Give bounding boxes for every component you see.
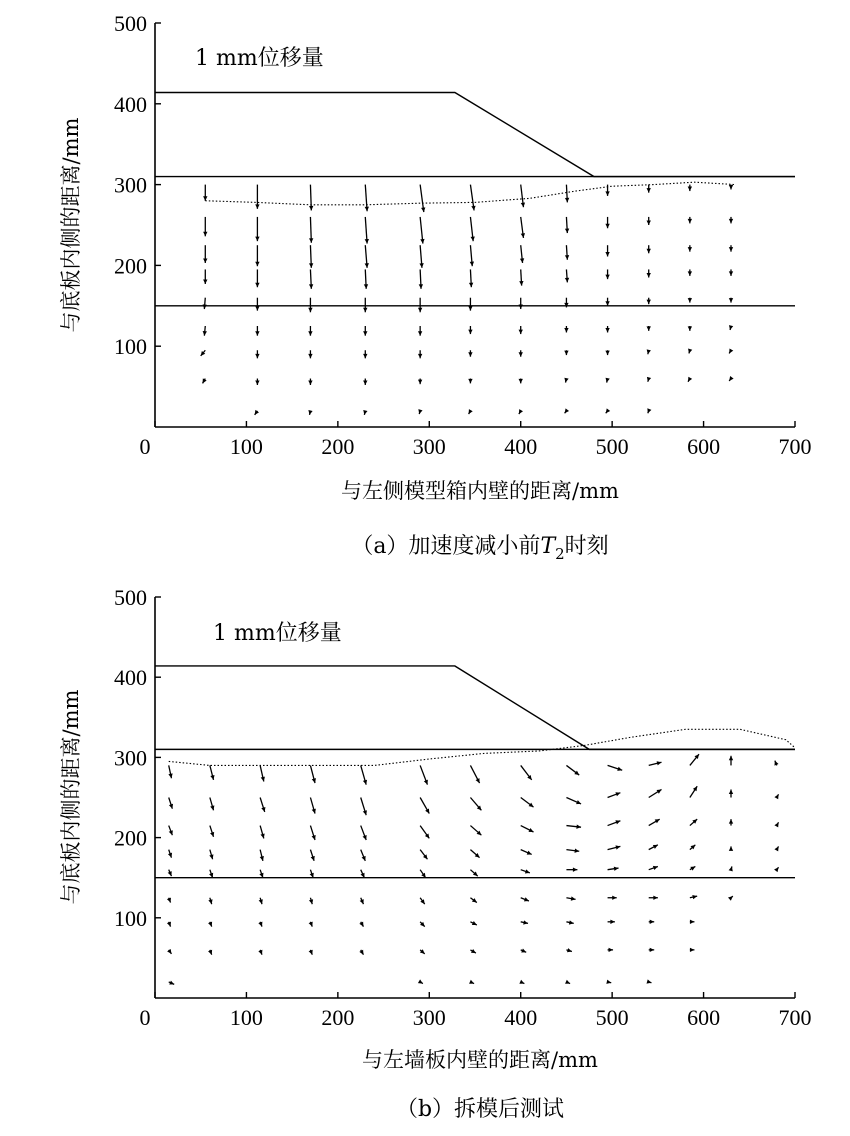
panel-b-vector-arrow xyxy=(470,826,481,836)
panel-b-vector-arrow xyxy=(210,765,215,779)
panel-b-vector-arrow xyxy=(168,765,172,778)
panel-b-x-tick-label: 100 xyxy=(229,1005,263,1030)
panel-a-vector-arrow xyxy=(363,379,367,385)
panel-b-caption-prefix: （b）拆模后测试 xyxy=(395,1097,565,1122)
panel-a-vector-arrow xyxy=(255,298,259,311)
panel-b-vector-arrow xyxy=(310,826,315,840)
panel-a-vector-arrow xyxy=(308,410,312,415)
panel-a-y-tick-label: 200 xyxy=(114,253,147,279)
panel-a-caption-prefix: （a）加速度减小前 xyxy=(351,534,541,559)
panel-b-vector-arrow xyxy=(566,798,581,805)
panel-b-vector-arrow xyxy=(649,845,658,850)
panel-b-vector-arrow xyxy=(729,789,733,797)
panel-a-vector-arrow xyxy=(419,245,423,268)
panel-a-vector-arrow xyxy=(688,298,692,303)
panel-b-x-tick-label: 500 xyxy=(595,1005,629,1030)
panel-a-vector-arrow xyxy=(365,185,369,212)
panel-a-vector-arrow xyxy=(365,245,369,268)
panel-a-vector-arrow xyxy=(565,408,569,413)
panel-b-vector-arrow xyxy=(566,920,573,924)
panel-a-vector-arrow xyxy=(418,326,422,336)
panel-b-deformed-surface xyxy=(169,729,795,765)
panel-a-vector-arrow xyxy=(309,217,313,243)
panel-a-vector-arrow xyxy=(519,269,523,285)
panel-a-vector-arrow xyxy=(255,379,259,385)
panel-b-vector-arrow xyxy=(521,869,530,873)
panel-b-vector-arrow xyxy=(168,870,172,876)
panel-a-vector-arrow xyxy=(308,379,312,385)
panel-a-vector-arrow xyxy=(647,217,651,225)
panel-a-marks xyxy=(114,11,812,459)
panel-b-vector-arrow xyxy=(167,898,171,903)
panel-a-vector-arrow xyxy=(647,245,651,253)
panel-a-y-tick-label: 500 xyxy=(114,11,147,36)
panel-a-vector-arrow xyxy=(309,185,313,211)
panel-b-vector-arrow xyxy=(608,920,615,924)
panel-b-vector-arrow xyxy=(310,870,314,878)
panel-a-vector-arrow xyxy=(688,349,692,354)
panel-a-vector-arrow xyxy=(201,350,206,356)
panel-a-y-axis-title: 与底板内侧的距离/mm xyxy=(59,117,83,333)
panel-b-vector-arrow xyxy=(608,765,623,770)
panel-b-vector-arrow xyxy=(690,845,695,850)
panel-a-vector-arrow xyxy=(647,269,651,277)
panel-b-vector-arrow xyxy=(470,850,479,858)
panel-a-vector-arrow xyxy=(605,245,609,256)
panel-a-vector-arrow xyxy=(420,185,425,212)
panel-b-vector-arrow xyxy=(420,826,429,839)
panel-b-vector-arrow xyxy=(521,850,532,855)
panel-a-vector-arrow xyxy=(565,185,569,203)
panel-a-x-tick-label: 300 xyxy=(412,434,446,459)
panel-a-vector-arrow xyxy=(255,326,259,336)
panel-b-y-axis-title: 与底板内侧的距离/mm xyxy=(59,689,83,905)
panel-a-vector-arrow xyxy=(564,326,568,332)
panel-a-x-tick-label: 100 xyxy=(229,434,263,459)
panel-a-vector-arrow xyxy=(418,409,422,414)
panel-a-scale-label: 1 mm位移量 xyxy=(195,46,324,71)
panel-b-vector-arrow xyxy=(470,765,479,783)
panel-b-vector-arrow xyxy=(774,822,778,827)
panel-b-vector-arrow xyxy=(361,850,366,861)
panel-b-vector-arrow xyxy=(420,870,425,878)
panel-a-vector-arrow xyxy=(308,326,312,336)
panel-b-x-tick-label: 0 xyxy=(139,1005,151,1030)
panel-b-vector-arrow xyxy=(470,921,476,925)
panel-a-vector-arrow xyxy=(519,379,523,384)
panel-a-vector-arrow xyxy=(605,350,609,355)
panel-b-vector-arrow xyxy=(647,979,652,983)
panel-b-vector-arrow xyxy=(420,850,427,860)
panel-a-vector-arrow xyxy=(418,379,422,385)
panel-a-vector-arrow xyxy=(470,245,474,266)
panel-b-vector-arrow xyxy=(260,798,265,812)
panel-b-vector-arrow xyxy=(521,798,534,808)
panel-a-vector-arrow xyxy=(688,217,692,223)
panel-b-vector-arrow xyxy=(169,826,173,836)
panel-a-x-tick-label: 500 xyxy=(595,434,629,459)
panel-b-vector-arrow xyxy=(469,980,474,984)
panel-b-vector-arrow xyxy=(608,845,621,849)
panel-a-vector-arrow xyxy=(365,217,369,244)
panel-a-vector-arrow xyxy=(688,245,692,251)
panel-b-vector-arrow xyxy=(608,948,613,952)
panel-b-vector-arrow xyxy=(521,765,532,779)
panel-b-x-tick-label: 600 xyxy=(687,1005,721,1030)
panel-a-vector-arrow xyxy=(203,269,207,284)
panel-a-caption-var: T xyxy=(540,534,556,559)
panel-b-vector-arrow xyxy=(260,826,265,839)
panel-a-vector-arrow xyxy=(605,326,609,332)
panel-a-vector-arrow xyxy=(255,410,259,415)
panel-a-vector-arrow xyxy=(255,245,259,266)
panel-b-vector-arrow xyxy=(608,820,621,825)
panel-b-vector-arrow xyxy=(690,754,699,765)
panel-b-vector-arrow xyxy=(566,948,571,952)
panel-a-vector-arrow xyxy=(564,350,568,355)
panel-a-x-tick-label: 200 xyxy=(321,434,355,459)
panel-b-x-tick-label: 400 xyxy=(504,1005,538,1030)
panel-a-vector-arrow xyxy=(203,326,207,336)
panel-b-vector-arrow xyxy=(608,896,617,900)
panel-b-vector-arrow xyxy=(608,792,621,797)
panel-a-x-tick-label: 700 xyxy=(778,434,812,459)
panel-b-vector-arrow xyxy=(521,897,529,901)
panel-a-vector-arrow xyxy=(308,298,312,313)
panel-a-x-axis-title: 与左侧模型箱内壁的距离/mm xyxy=(341,479,619,503)
panel-a-vector-arrow xyxy=(647,377,651,382)
panel-b-vector-arrow xyxy=(566,868,577,872)
panel-b-y-tick-label: 100 xyxy=(114,905,147,931)
panel-b-vector-arrow xyxy=(259,898,263,904)
panel-b-x-tick-label: 300 xyxy=(412,1005,446,1030)
panel-a-vector-arrow xyxy=(309,245,313,268)
panel-b-vector-arrow xyxy=(690,819,697,825)
panel-b-vector-arrow xyxy=(728,896,733,901)
panel-b-marks xyxy=(114,585,812,1030)
panel-b-vector-arrow xyxy=(167,949,171,954)
panel-b-vector-arrow xyxy=(420,898,425,904)
panel-b-vector-arrow xyxy=(729,846,733,851)
panel-b-vector-arrow xyxy=(521,948,526,952)
panel-a-vector-arrow xyxy=(565,217,569,233)
panel-b-slope-profile xyxy=(155,666,795,749)
panel-a-vector-arrow xyxy=(203,298,207,309)
chart-panel-b xyxy=(59,585,812,1122)
panel-a-vector-arrow xyxy=(363,410,367,415)
panel-a-vector-arrow xyxy=(565,245,569,260)
panel-b-vector-arrow xyxy=(729,819,733,825)
panel-a-vector-arrow xyxy=(469,269,473,287)
panel-b-vector-arrow xyxy=(360,898,364,904)
panel-b-caption xyxy=(396,1097,564,1122)
panel-b-vector-arrow xyxy=(208,898,212,904)
panel-a-vector-arrow xyxy=(363,350,367,358)
panel-b-vector-arrow xyxy=(420,798,429,814)
panel-b-vector-arrow xyxy=(309,898,313,904)
panel-a-vector-arrow xyxy=(468,326,472,334)
panel-b-vector-arrow xyxy=(649,948,654,952)
panel-a-vector-arrow xyxy=(605,298,609,306)
panel-b-vector-arrow xyxy=(359,950,363,955)
panel-a-vector-arrow xyxy=(688,326,692,331)
panel-b-vector-arrow xyxy=(690,920,695,924)
panel-b-vector-arrow xyxy=(210,798,215,811)
panel-b-vector-arrow xyxy=(210,826,214,837)
panel-a-x-tick-label: 600 xyxy=(687,434,721,459)
panel-a-vector-arrow xyxy=(308,350,312,358)
panel-a-vector-arrow xyxy=(255,269,259,287)
panel-b-vector-arrow xyxy=(208,950,212,955)
panel-b-y-tick-label: 500 xyxy=(114,585,147,610)
panel-b-vector-arrow xyxy=(649,920,654,924)
panel-a-vector-arrow xyxy=(519,326,523,334)
panel-a-vector-arrow xyxy=(468,379,472,384)
panel-a-caption xyxy=(351,534,608,563)
panel-a-caption-sub: 2 xyxy=(555,545,565,563)
panel-a-vector-arrow xyxy=(469,409,473,414)
panel-b-vector-arrow xyxy=(774,794,778,799)
panel-b-vector-arrow xyxy=(521,920,528,924)
panel-a-vector-arrow xyxy=(605,217,609,228)
panel-b-y-tick-label: 200 xyxy=(114,825,147,851)
panel-a-y-tick-label: 100 xyxy=(114,334,147,360)
panel-a-slope-profile xyxy=(155,92,795,176)
panel-b-vector-arrow xyxy=(361,765,367,784)
panel-b-vector-arrow xyxy=(690,948,695,952)
panel-a-vector-arrow xyxy=(519,409,523,414)
panel-b-vector-arrow xyxy=(690,786,697,797)
panel-b-x-tick-label: 200 xyxy=(321,1005,355,1030)
panel-b-vector-arrow xyxy=(649,866,658,870)
panel-a-vector-arrow xyxy=(521,217,525,238)
panel-b-vector-arrow xyxy=(310,850,314,861)
panel-b-vector-arrow xyxy=(566,849,579,853)
panel-a-vector-arrow xyxy=(565,269,569,282)
panel-b-vector-arrow xyxy=(310,798,315,814)
panel-a-vector-arrow xyxy=(729,185,733,190)
panel-a-vector-arrow xyxy=(203,185,207,201)
panel-a-vector-arrow xyxy=(468,350,472,356)
panel-a-vector-arrow xyxy=(519,350,523,356)
panel-b-vector-arrow xyxy=(168,850,172,858)
panel-b-y-tick-label: 300 xyxy=(114,745,147,771)
panel-b-vector-arrow xyxy=(258,950,262,955)
panel-a-x-tick-label: 400 xyxy=(504,434,538,459)
panel-b-x-tick-label: 700 xyxy=(778,1005,812,1030)
panel-a-vector-arrow xyxy=(647,298,651,304)
panel-b-vector-arrow xyxy=(690,866,695,870)
panel-b-vector-arrow xyxy=(260,765,265,781)
panel-a-vector-arrow xyxy=(564,378,568,383)
panel-b-vector-arrow xyxy=(521,826,534,832)
panel-b-vector-arrow xyxy=(309,950,313,955)
panel-a-vector-arrow xyxy=(729,245,733,251)
panel-a-vector-arrow xyxy=(255,350,259,358)
panel-a-vector-arrow xyxy=(520,245,524,263)
panel-b-vector-arrow xyxy=(566,765,579,775)
panel-a-vector-arrow xyxy=(418,298,422,313)
panel-b-vector-arrow xyxy=(649,819,660,825)
panel-a-y-tick-label: 300 xyxy=(114,172,147,198)
panel-a-vector-arrow xyxy=(419,269,423,288)
panel-b-vector-arrow xyxy=(361,826,367,840)
panel-b-vector-arrow xyxy=(566,825,581,829)
panel-b-vector-arrow xyxy=(606,980,611,984)
panel-a-vector-arrow xyxy=(729,325,733,330)
panel-a-vector-arrow xyxy=(255,185,259,209)
panel-a-vector-arrow xyxy=(203,217,207,236)
panel-b-vector-arrow xyxy=(420,765,428,784)
panel-a-y-tick-label: 400 xyxy=(114,91,147,117)
panel-a-vector-arrow xyxy=(519,298,523,309)
panel-a-vector-arrow xyxy=(606,408,610,413)
panel-a-vector-arrow xyxy=(521,185,525,208)
panel-b-scale-label: 1 mm位移量 xyxy=(213,621,342,646)
panel-a-vector-arrow xyxy=(309,269,313,288)
panel-b-vector-arrow xyxy=(361,798,367,816)
panel-b-vector-arrow xyxy=(649,896,658,900)
panel-a-vector-arrow xyxy=(468,298,472,311)
panel-b-vector-arrow xyxy=(774,846,778,851)
panel-a-vector-arrow xyxy=(363,326,367,336)
panel-a-caption-suffix: 时刻 xyxy=(564,534,609,559)
panel-a-vector-arrow xyxy=(255,217,259,241)
panel-a-vector-arrow xyxy=(605,185,609,196)
panel-b-vector-arrow xyxy=(359,922,363,927)
panel-a-vector-arrow xyxy=(203,378,207,383)
panel-b-vector-arrow xyxy=(566,896,575,900)
panel-b-vector-arrow xyxy=(420,922,425,927)
panel-a-vector-arrow xyxy=(688,377,692,382)
panel-a-vector-arrow xyxy=(647,326,651,331)
panel-b-vector-arrow xyxy=(167,922,171,927)
panel-b-vector-arrow xyxy=(519,980,524,984)
panel-a-vector-arrow xyxy=(470,217,474,241)
panel-a-vector-arrow xyxy=(729,298,733,303)
panel-b-vector-arrow xyxy=(774,761,778,766)
panel-a-vector-arrow xyxy=(647,185,651,193)
panel-b-vector-arrow xyxy=(209,850,213,860)
panel-b-vector-arrow xyxy=(420,949,425,954)
panel-a-vector-arrow xyxy=(418,350,422,358)
panel-b-vector-arrow xyxy=(258,922,262,927)
panel-a-vector-arrow xyxy=(729,269,733,275)
panel-a-vector-arrow xyxy=(203,245,207,263)
panel-b-vector-arrow xyxy=(259,870,263,878)
panel-b-vector-arrow xyxy=(209,870,213,878)
panel-b-vector-arrow xyxy=(208,922,212,927)
panel-b-vector-arrow xyxy=(774,867,778,872)
panel-b-vector-arrow xyxy=(169,798,173,809)
panel-a-vector-arrow xyxy=(606,378,610,383)
panel-b-y-tick-label: 400 xyxy=(114,665,147,691)
panel-a-vector-arrow xyxy=(647,408,651,413)
panel-b-vector-arrow xyxy=(260,850,264,861)
panel-a-vector-arrow xyxy=(470,185,475,211)
panel-b-vector-arrow xyxy=(649,761,662,765)
panel-a-vector-arrow xyxy=(729,348,733,353)
panel-a-vector-arrow xyxy=(729,376,733,381)
panel-b-vector-arrow xyxy=(608,867,619,871)
panel-a-vector-arrow xyxy=(420,217,424,244)
panel-a-vector-arrow xyxy=(605,269,609,279)
panel-b-vector-arrow xyxy=(169,981,174,985)
chart-panel-a xyxy=(59,11,812,563)
panel-b-vector-arrow xyxy=(690,895,697,899)
panel-a-vector-arrow xyxy=(363,298,367,313)
panel-b-vector-arrow xyxy=(361,870,365,878)
panel-a-x-tick-label: 0 xyxy=(139,434,151,459)
panel-b-vector-arrow xyxy=(418,979,423,983)
panel-b-vector-arrow xyxy=(310,765,316,783)
panel-a-vector-arrow xyxy=(688,269,692,275)
panel-b-vector-arrow xyxy=(470,898,476,903)
panel-a-vector-arrow xyxy=(729,217,733,223)
panel-b-vector-arrow xyxy=(470,870,477,876)
panel-b-vector-arrow xyxy=(565,980,570,984)
panel-a-vector-arrow xyxy=(364,269,368,288)
panel-b-vector-arrow xyxy=(309,922,313,927)
panel-b-x-axis-title: 与左墙板内壁的距离/mm xyxy=(362,1048,598,1072)
panel-b-vector-arrow xyxy=(470,798,481,811)
panel-b-vector-arrow xyxy=(729,866,733,871)
panel-b-vector-arrow xyxy=(649,789,662,797)
panel-a-vector-arrow xyxy=(688,185,692,191)
panel-a-vector-arrow xyxy=(647,349,651,354)
panel-b-vector-arrow xyxy=(470,949,475,953)
panel-b-vector-arrow xyxy=(729,756,733,766)
